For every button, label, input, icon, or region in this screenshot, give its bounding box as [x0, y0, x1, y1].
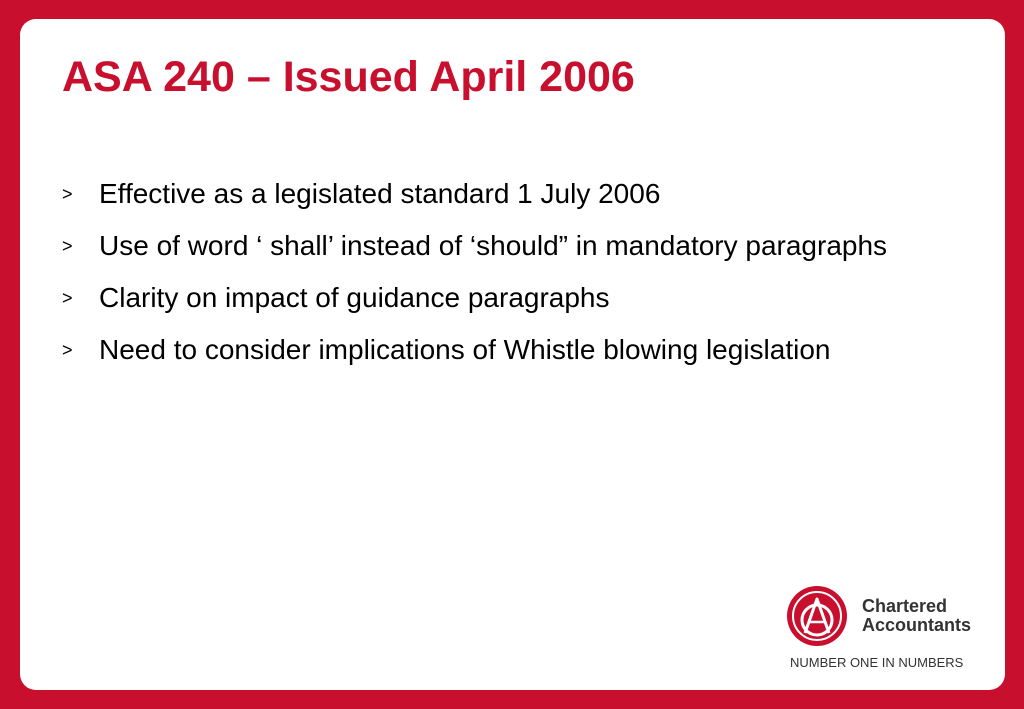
- bullet-list: [62, 172, 892, 380]
- bullet-text: Effective as a legislated standard 1 July 2006: [99, 178, 661, 209]
- bullet-item: [62, 172, 892, 216]
- bullet-text: Need to consider implications of Whistle blowing legislation: [99, 334, 831, 365]
- slide-title: ASA 240 – Issued April 2006: [62, 53, 635, 101]
- bullet-marker-icon: >: [62, 340, 73, 360]
- bullet-item: [62, 276, 892, 320]
- bullet-item: [62, 224, 892, 268]
- bullet-item: [62, 328, 892, 372]
- chartered-accountants-logo: [786, 585, 996, 675]
- bullet-text: Use of word ‘ shall’ instead of ‘should” in mandatory paragraphs: [99, 230, 888, 261]
- logo-tagline: NUMBER ONE IN NUMBERS: [790, 655, 964, 670]
- bullet-marker-icon: >: [62, 184, 73, 204]
- logo-name: [862, 597, 971, 635]
- logo-name-line1: Chartered: [862, 596, 948, 616]
- ca-emblem-icon: [786, 585, 848, 647]
- logo-name-line2: Accountants: [862, 615, 972, 635]
- bullet-marker-icon: >: [62, 288, 73, 308]
- bullet-text: Clarity on impact of guidance paragraphs: [99, 282, 610, 313]
- bullet-marker-icon: >: [62, 236, 73, 256]
